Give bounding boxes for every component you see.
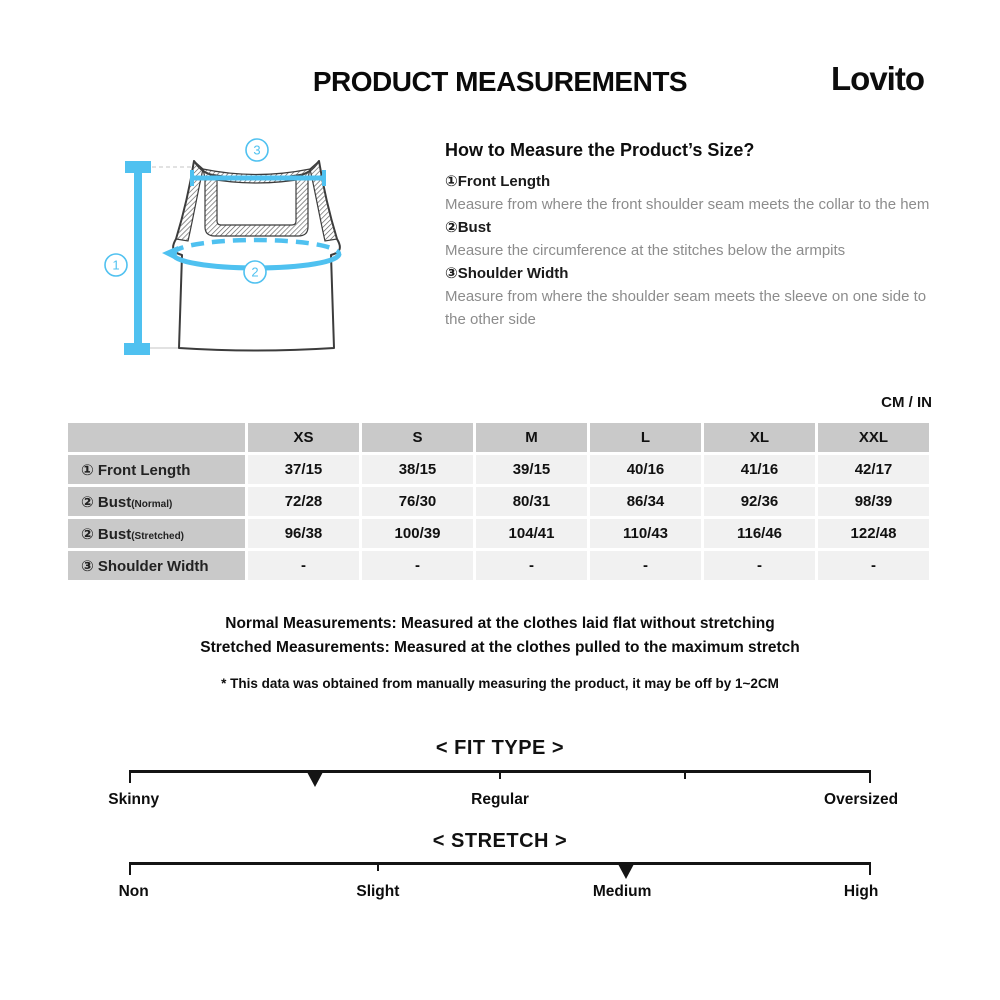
scale-baseline (130, 862, 870, 865)
table-cell: 41/16 (704, 455, 815, 484)
table-cell: 98/39 (818, 487, 929, 516)
scale-label: Oversized (824, 791, 899, 808)
table-cell: 42/17 (818, 455, 929, 484)
scale-tick (499, 770, 501, 779)
front-length-measure-line (124, 161, 151, 355)
scale-label: Skinny (108, 791, 160, 808)
scale-label: Non (118, 883, 149, 900)
table-cell: 38/15 (362, 455, 473, 484)
scale-tick (129, 862, 131, 875)
scale-tick (129, 770, 131, 783)
brand-logo: Lovito (831, 60, 924, 97)
row-label-bust-normal: ② Bust(Normal) (68, 487, 245, 516)
how-to-item-desc: Measure from where the shoulder seam meets the sleeve on one side to the other side (445, 288, 927, 328)
table-cell: 104/41 (476, 519, 587, 548)
table-cell: - (704, 551, 815, 580)
table-cell: 96/38 (248, 519, 359, 548)
table-cell: 100/39 (362, 519, 473, 548)
column-header: M (476, 423, 587, 452)
column-header: XS (248, 423, 359, 452)
scale-label: Medium (592, 883, 652, 900)
how-to-item-label: ①Front Length (445, 173, 551, 190)
table-corner-cell (68, 423, 245, 452)
scale-tick (684, 770, 686, 779)
table-row (68, 487, 929, 516)
table-cell: 37/15 (248, 455, 359, 484)
table-cell: 86/34 (590, 487, 701, 516)
row-label-shoulder-width: ③ Shoulder Width (68, 551, 245, 580)
table-cell: 122/48 (818, 519, 929, 548)
callout-2 (244, 261, 266, 283)
table-cell: 39/15 (476, 455, 587, 484)
table-row (68, 551, 929, 580)
table-cell: 110/43 (590, 519, 701, 548)
table-row (68, 519, 929, 548)
table-cell: 76/30 (362, 487, 473, 516)
table-cell: 40/16 (590, 455, 701, 484)
unit-label: CM / IN (881, 394, 932, 411)
column-header: S (362, 423, 473, 452)
column-header: L (590, 423, 701, 452)
stretch-scale (118, 862, 879, 908)
how-to-title: How to Measure the Product’s Size? (445, 140, 755, 160)
table-cell: - (476, 551, 587, 580)
table-row (68, 455, 929, 484)
table-header-row (68, 423, 929, 452)
garment-measurement-diagram (92, 131, 372, 379)
how-to-item-desc: Measure from where the front shoulder seam meets the collar to the hem (445, 196, 930, 213)
note-stretched: Stretched Measurements: Measured at the clothes pulled to the maximum stretch (200, 639, 800, 656)
table-cell: - (248, 551, 359, 580)
svg-text:2: 2 (251, 264, 259, 280)
callout-1 (105, 254, 127, 276)
scale-label: Regular (471, 791, 529, 808)
svg-text:1: 1 (112, 257, 120, 273)
note-normal: Normal Measurements: Measured at the clothes laid flat without stretching (225, 615, 775, 632)
stretch-marker-icon (618, 864, 634, 879)
scale-label: High (843, 883, 879, 900)
fit-type-title: < FIT TYPE > (435, 737, 565, 759)
how-to-section (445, 140, 945, 331)
how-to-item-label: ②Bust (445, 219, 492, 236)
table-cell: - (590, 551, 701, 580)
table-cell: 80/31 (476, 487, 587, 516)
stretch-title: < STRETCH > (432, 830, 568, 852)
scale-label: Slight (356, 883, 400, 900)
table-cell: - (362, 551, 473, 580)
row-label-bust-stretched: ② Bust(Stretched) (68, 519, 245, 548)
table-cell: 116/46 (704, 519, 815, 548)
page-title: PRODUCT MEASUREMENTS (312, 66, 688, 97)
how-to-item-label: ③Shoulder Width (445, 265, 569, 282)
note-disclaimer: * This data was obtained from manually measuring the product, it may be off by 1~2CM (221, 676, 779, 691)
how-to-item-desc: Measure the circumference at the stitches below the armpits (445, 242, 846, 259)
column-header: XXL (818, 423, 929, 452)
fit-marker-icon (307, 772, 323, 787)
measurement-notes (0, 612, 1000, 691)
table-cell: 72/28 (248, 487, 359, 516)
table-cell: 92/36 (704, 487, 815, 516)
svg-text:3: 3 (253, 142, 261, 158)
fit-type-scale (108, 770, 899, 816)
table-cell: - (818, 551, 929, 580)
scale-tick (377, 862, 379, 871)
scale-tick (869, 862, 871, 875)
size-table (65, 420, 932, 583)
scale-tick (869, 770, 871, 783)
column-header: XL (704, 423, 815, 452)
tank-top-drawing (173, 161, 340, 351)
callout-3 (246, 139, 268, 161)
row-label-front-length: ① Front Length (68, 455, 245, 484)
